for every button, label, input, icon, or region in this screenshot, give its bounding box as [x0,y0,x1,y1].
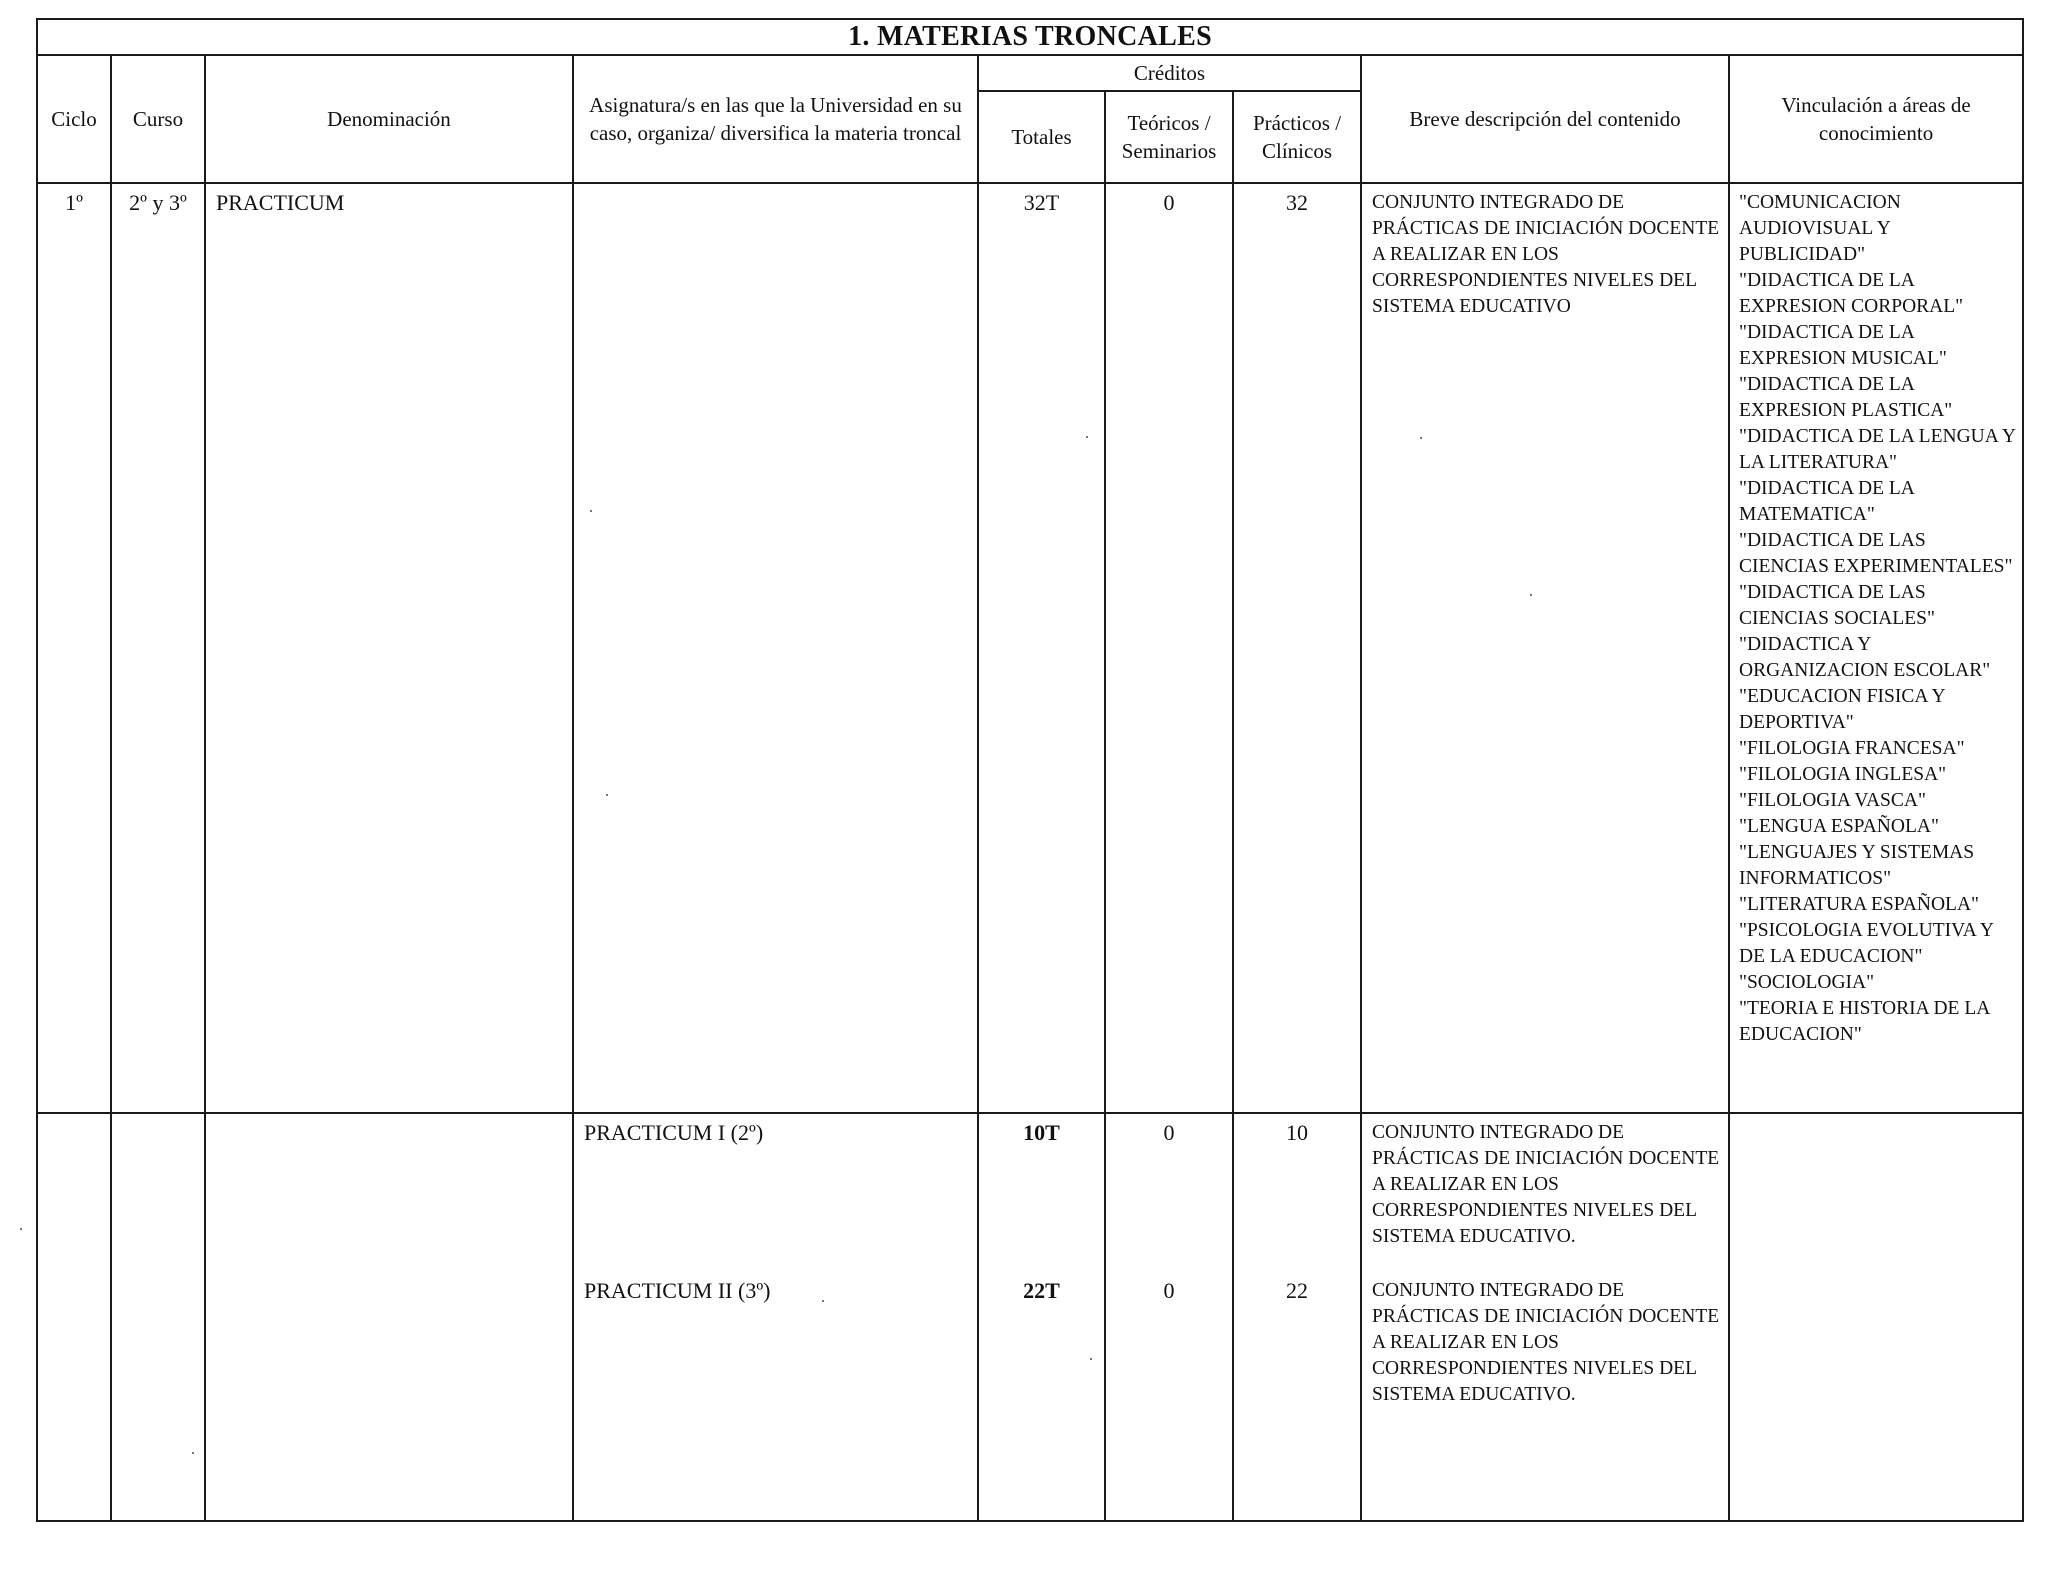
area-item: "DIDACTICA DE LA EXPRESION CORPORAL" [1739,270,1964,317]
area-item: "LENGUA ESPAÑOLA" [1739,816,1939,837]
header-practicos: Prácticos / Clínicos [1233,91,1361,183]
cell-practicos: 32 [1233,183,1361,1113]
area-item: "PSICOLOGIA EVOLUTIVA Y DE LA EDUCACION" [1739,920,1994,967]
header-asignatura: Asignatura/s en las que la Universidad en su caso, organiza/ diversifica la materia troncal [573,55,978,183]
cell-asignatura-empty [573,183,978,1113]
descripcion-practicum-ii: CONJUNTO INTEGRADO DE PRÁCTICAS DE INICIACIÓN DOCENTE A REALIZAR EN LOS CORRESPONDIENTES NIVELES DEL SISTEMA EDUCATIVO. [1372,1280,1720,1405]
area-item: "COMUNICACION AUDIOVISUAL Y PUBLICIDAD" [1739,192,1901,265]
header-teoricos: Teóricos / Seminarios [1105,91,1233,183]
asignatura-practicum-ii: PRACTICUM II (3º) [584,1278,771,1303]
cell-practicos-sub [1233,1113,1361,1521]
area-item: "FILOLOGIA INGLESA" [1739,764,1947,785]
area-item: "TEORIA E HISTORIA DE LA EDUCACION" [1739,998,1990,1045]
area-item: "DIDACTICA DE LAS CIENCIAS EXPERIMENTALES" [1739,530,2013,577]
scan-speck [1090,1358,1092,1360]
header-creditos: Créditos [978,55,1361,91]
totales-practicum-i: 10T [1023,1120,1060,1145]
header-ciclo: Ciclo [37,55,111,183]
cell-totales-sub [978,1113,1105,1521]
header-curso: Curso [111,55,205,183]
header-denominacion: Denominación [205,55,573,183]
cell-ciclo: 1º [37,183,111,1113]
totales-practicum-ii: 22T [1023,1278,1060,1303]
cell-totales: 32T [978,183,1105,1113]
cell-teoricos-sub [1105,1113,1233,1521]
cell-curso-empty [111,1113,205,1521]
header-descripcion: Breve descripción del contenido [1361,55,1729,183]
practicos-practicum-ii: 22 [1286,1278,1308,1303]
scan-speck [606,794,608,796]
scan-speck [822,1300,824,1302]
teoricos-practicum-i: 0 [1163,1120,1175,1145]
teoricos-practicum-ii: 0 [1163,1278,1175,1303]
cell-descripcion-sub [1361,1113,1729,1521]
scan-speck [590,510,592,512]
practicos-practicum-i: 10 [1286,1120,1308,1145]
area-item: "LENGUAJES Y SISTEMAS INFORMATICOS" [1739,842,1975,889]
cell-teoricos: 0 [1105,183,1233,1113]
area-item: "LITERATURA ESPAÑOLA" [1739,894,1980,915]
header-totales: Totales [978,91,1105,183]
area-item: "FILOLOGIA FRANCESA" [1739,738,1965,759]
cell-ciclo-empty [37,1113,111,1521]
cell-descripcion: CONJUNTO INTEGRADO DE PRÁCTICAS DE INICIACIÓN DOCENTE A REALIZAR EN LOS CORRESPONDIENTES NIVELES DEL SISTEMA EDUCATIVO [1361,183,1729,1113]
cell-denominacion: PRACTICUM [205,183,573,1113]
area-item: "DIDACTICA DE LA LENGUA Y LA LITERATURA" [1739,426,2016,473]
scan-speck [1530,594,1532,596]
area-item: "SOCIOLOGIA" [1739,972,1875,993]
cell-asignaturas [573,1113,978,1521]
table-row-practicum-sub [37,1113,2023,1521]
materias-troncales-table [36,18,2024,1522]
header-vinculacion: Vinculación a áreas de conocimiento [1729,55,2023,183]
area-item: "DIDACTICA DE LA EXPRESION PLASTICA" [1739,374,1953,421]
cell-vinculacion [1729,183,2023,1113]
document-page [36,18,2022,1522]
cell-vinculacion-empty [1729,1113,2023,1521]
scan-speck [20,1228,22,1230]
area-item: "DIDACTICA DE LA EXPRESION MUSICAL" [1739,322,1947,369]
table-row-practicum [37,183,2023,1113]
cell-curso: 2º y 3º [111,183,205,1113]
scan-speck [192,1452,194,1454]
scan-speck [1420,437,1422,439]
scan-speck [1086,436,1088,438]
asignatura-practicum-i: PRACTICUM I (2º) [584,1120,764,1145]
table-title: 1. MATERIAS TRONCALES [37,19,2023,55]
descripcion-practicum-i: CONJUNTO INTEGRADO DE PRÁCTICAS DE INICIACIÓN DOCENTE A REALIZAR EN LOS CORRESPONDIENTES NIVELES DEL SISTEMA EDUCATIVO. [1372,1122,1720,1247]
cell-denominacion-empty [205,1113,573,1521]
area-item: "DIDACTICA Y ORGANIZACION ESCOLAR" [1739,634,1991,681]
area-item: "DIDACTICA DE LAS CIENCIAS SOCIALES" [1739,582,1935,629]
area-item: "FILOLOGIA VASCA" [1739,790,1926,811]
area-item: "EDUCACION FISICA Y DEPORTIVA" [1739,686,1945,733]
area-item: "DIDACTICA DE LA MATEMATICA" [1739,478,1914,525]
